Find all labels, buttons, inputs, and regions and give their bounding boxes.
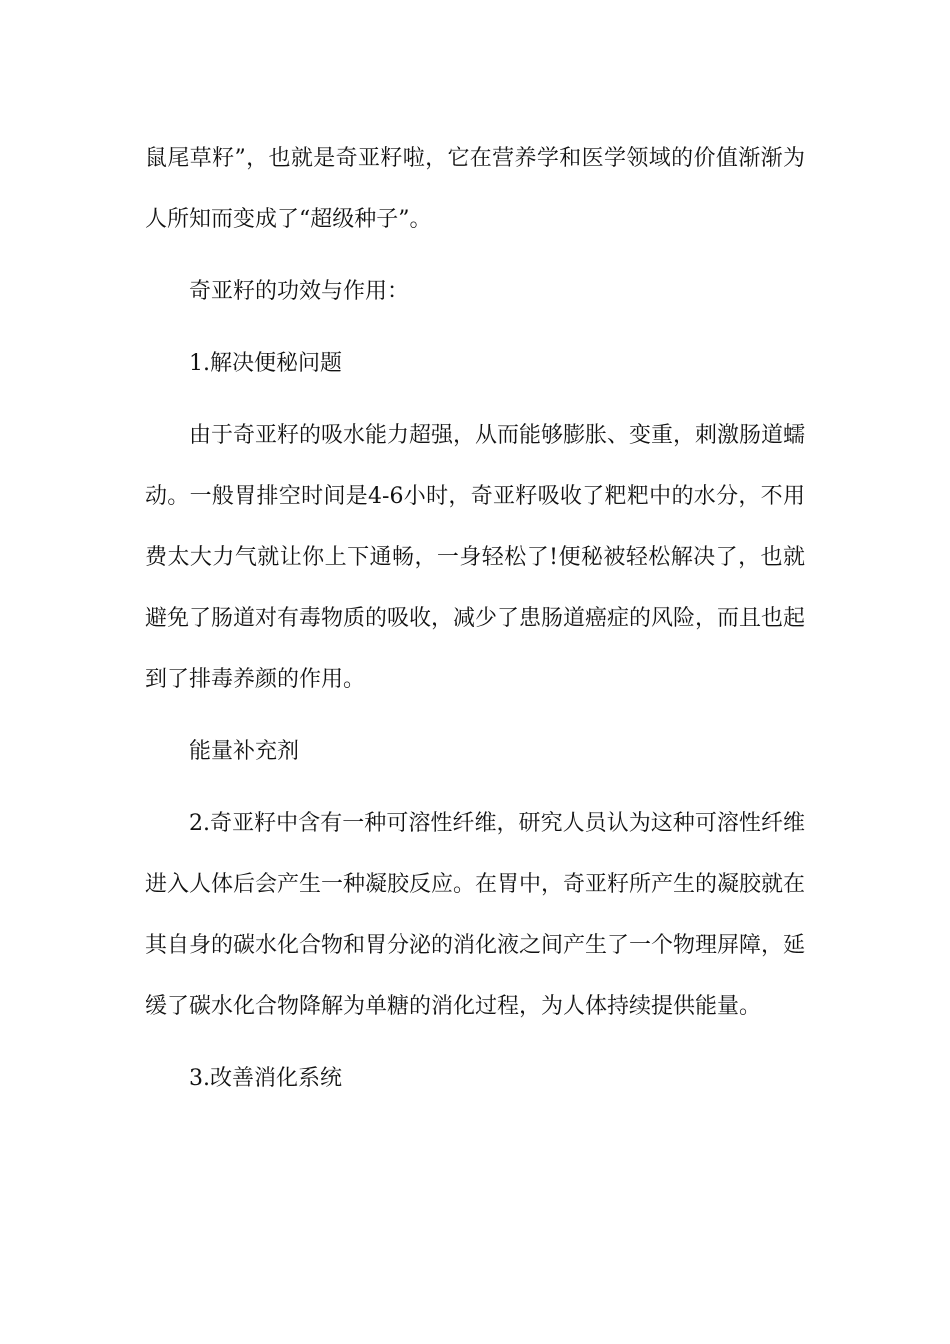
section-heading-benefits: 奇亚籽的功效与作用： xyxy=(189,279,410,304)
paragraph-intro: 鼠尾草籽”，也就是奇亚籽啦，它在营养学和医学领域的价值渐渐为人所知而变成了“超级种子”。 xyxy=(145,146,805,232)
heading-digestion: 3.改善消化系统 xyxy=(189,1066,342,1091)
paragraph-energy: 2.奇亚籽中含有一种可溶性纤维，研究人员认为这种可溶性纤维进入人体后会产生一种凝胶反应。在胃中，奇亚籽所产生的凝胶就在其自身的碳水化合物和胃分泌的消化液之间产生了一个物理屏障，延缓了碳水化合物降解为单糖的消化过程，为人体持续提供能量。 xyxy=(145,811,806,1019)
paragraph-constipation: 由于奇亚籽的吸水能力超强，从而能够膨胀、变重，刺激肠道蠕动。一般胃排空时间是4-6小时，奇亚籽吸收了粑粑中的水分，不用费太大力气就让你上下通畅，一身轻松了!便秘被轻松解决了，也就避免了肠道对有毒物质的吸收，减少了患肠道癌症的风险，而且也起到了排毒养颜的作用。 xyxy=(145,423,806,692)
heading-constipation: 1.解决便秘问题 xyxy=(189,351,342,376)
heading-energy: 能量补充剂 xyxy=(189,739,300,764)
document-body xyxy=(145,128,805,1120)
